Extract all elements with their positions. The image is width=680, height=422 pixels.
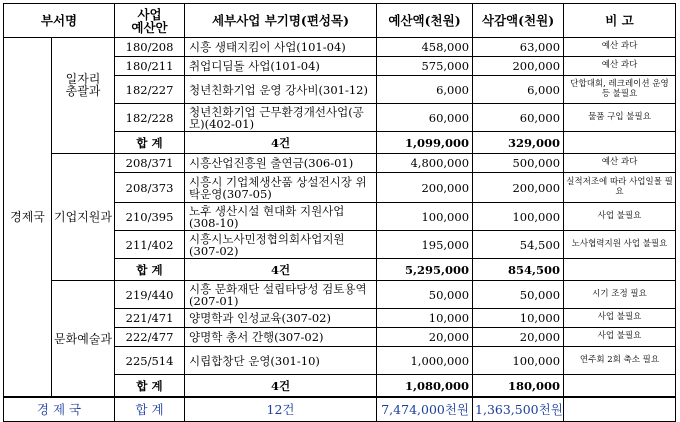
- row-code: 208/371: [115, 154, 185, 173]
- total-label: 합 계: [115, 132, 185, 154]
- total-note: [564, 375, 676, 398]
- grand-total-row: [4, 397, 676, 422]
- grand-total-budget: 7,474,000천원: [377, 397, 473, 422]
- row-cut: 60,000: [473, 104, 564, 132]
- total-note: [564, 132, 676, 154]
- row-item: 시흥산업진흥원 출연금(306-01): [185, 154, 377, 173]
- table-row: [4, 38, 676, 57]
- row-cut: 100,000: [473, 203, 564, 231]
- header-item: 세부사업 부기명(편성목): [185, 4, 377, 38]
- row-item: 시흥 문화재단 설립타당성 검토용역(207-01): [185, 281, 377, 309]
- row-budget: 6,000: [377, 76, 473, 104]
- row-cut: 10,000: [473, 309, 564, 328]
- section-total-row: [4, 132, 676, 154]
- section-name: 일자리 총괄과: [52, 38, 115, 132]
- total-budget: 1,080,000: [377, 375, 473, 398]
- row-budget: 1,000,000: [377, 347, 473, 375]
- total-cut: 854,500: [473, 259, 564, 281]
- row-note: 예산 과다: [564, 57, 676, 76]
- row-budget: 4,800,000: [377, 154, 473, 173]
- grand-total-note: [564, 397, 676, 422]
- header-dept: 부서명: [4, 4, 115, 38]
- total-label: 합 계: [115, 375, 185, 398]
- total-budget: 5,295,000: [377, 259, 473, 281]
- row-code: 221/471: [115, 309, 185, 328]
- row-note: 시기 조정 필요: [564, 281, 676, 309]
- total-note: [564, 259, 676, 281]
- total-cut: 180,000: [473, 375, 564, 398]
- row-cut: 20,000: [473, 328, 564, 347]
- row-budget: 458,000: [377, 38, 473, 57]
- total-count: 4건: [185, 132, 377, 154]
- row-budget: 50,000: [377, 281, 473, 309]
- row-code: 208/373: [115, 173, 185, 203]
- budget-cut-table: [3, 3, 676, 422]
- row-code: 182/228: [115, 104, 185, 132]
- header-row: [4, 4, 676, 38]
- row-note: 노사협력지원 사업 불필요: [564, 231, 676, 259]
- total-count: 4건: [185, 259, 377, 281]
- row-code: 180/208: [115, 38, 185, 57]
- row-cut: 100,000: [473, 347, 564, 375]
- grand-total-bureau: 경 제 국: [4, 397, 115, 422]
- row-note: 실적저조에 따라 사업일몰 필요: [564, 173, 676, 203]
- row-note: 물품 구입 불필요: [564, 104, 676, 132]
- total-label: 합 계: [115, 259, 185, 281]
- header-note: 비 고: [564, 4, 676, 38]
- row-budget: 100,000: [377, 203, 473, 231]
- row-cut: 200,000: [473, 173, 564, 203]
- total-budget: 1,099,000: [377, 132, 473, 154]
- section-name: 문화예술과: [52, 281, 115, 398]
- row-cut: 54,500: [473, 231, 564, 259]
- row-item: 시흥시 기업체생산품 상설전시장 위탁운영(307-05): [185, 173, 377, 203]
- row-cut: 6,000: [473, 76, 564, 104]
- row-item: 노후 생산시설 현대화 지원사업(308-10): [185, 203, 377, 231]
- row-item: 청년친화기업 근무환경개선사업(공모)(402-01): [185, 104, 377, 132]
- section-total-spacer: [52, 132, 115, 154]
- row-item: 시립합창단 운영(301-10): [185, 347, 377, 375]
- row-code: 182/227: [115, 76, 185, 104]
- row-budget: 60,000: [377, 104, 473, 132]
- budget-cut-table-container: [3, 3, 675, 415]
- row-note: 사업 불필요: [564, 328, 676, 347]
- section-name: 기업지원과: [52, 154, 115, 281]
- row-code: 210/395: [115, 203, 185, 231]
- row-budget: 195,000: [377, 231, 473, 259]
- row-code: 180/211: [115, 57, 185, 76]
- row-budget: 575,000: [377, 57, 473, 76]
- row-note: 연주회 2회 축소 필요: [564, 347, 676, 375]
- row-item: 양명학 총서 간행(307-02): [185, 328, 377, 347]
- row-note: 예산 과다: [564, 38, 676, 57]
- row-note: 예산 과다: [564, 154, 676, 173]
- row-cut: 200,000: [473, 57, 564, 76]
- row-cut: 63,000: [473, 38, 564, 57]
- row-code: 222/477: [115, 328, 185, 347]
- header-code: 사업 예산안: [115, 4, 185, 38]
- header-budget: 예산액(천원): [377, 4, 473, 38]
- row-code: 211/402: [115, 231, 185, 259]
- row-item: 양명학과 인성교육(307-02): [185, 309, 377, 328]
- row-cut: 50,000: [473, 281, 564, 309]
- bureau-cell: 경제국: [4, 38, 52, 398]
- row-item: 청년친화기업 운영 강사비(301-12): [185, 76, 377, 104]
- row-item: 시흥 생태지킴이 사업(101-04): [185, 38, 377, 57]
- total-cut: 329,000: [473, 132, 564, 154]
- grand-total-cut: 1,363,500천원: [473, 397, 564, 422]
- row-note: 사업 불필요: [564, 203, 676, 231]
- grand-total-count: 12건: [185, 397, 377, 422]
- row-budget: 20,000: [377, 328, 473, 347]
- row-item: 취업디딤돌 사업(101-04): [185, 57, 377, 76]
- table-row: [4, 154, 676, 173]
- row-budget: 10,000: [377, 309, 473, 328]
- row-code: 219/440: [115, 281, 185, 309]
- row-note: 단합대회, 레크레이션 운영 등 불필요: [564, 76, 676, 104]
- row-code: 225/514: [115, 347, 185, 375]
- row-budget: 200,000: [377, 173, 473, 203]
- grand-total-label: 합 계: [115, 397, 185, 422]
- row-note: 사업 불필요: [564, 309, 676, 328]
- table-row: [4, 281, 676, 309]
- header-cut: 삭감액(천원): [473, 4, 564, 38]
- total-count: 4건: [185, 375, 377, 398]
- row-item: 시흥시노사민정협의회사업지원(307-02): [185, 231, 377, 259]
- row-cut: 500,000: [473, 154, 564, 173]
